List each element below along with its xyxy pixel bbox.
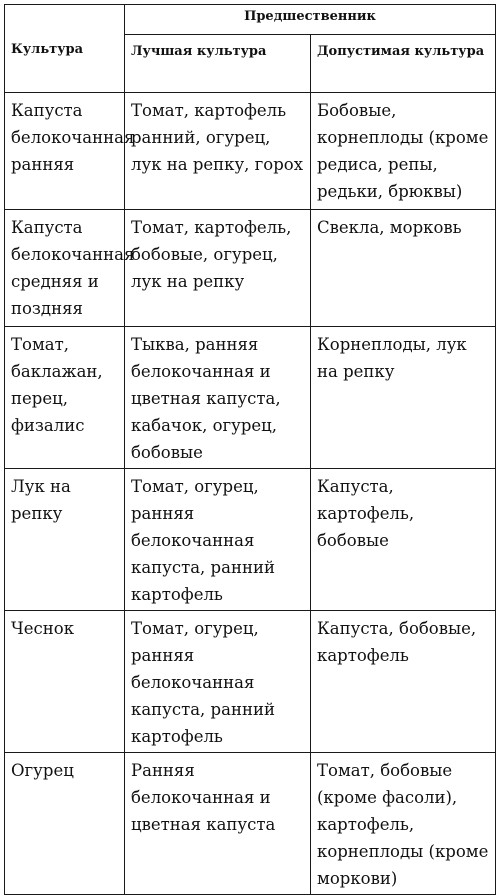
culture-cell: Капуста белокочанная ранняя <box>5 93 125 210</box>
header-best-crop: Лучшая культура <box>125 35 311 93</box>
table-row <box>5 469 496 611</box>
table-row <box>5 93 496 210</box>
culture-cell: Огурец <box>5 753 125 895</box>
culture-cell: Лук на репку <box>5 469 125 611</box>
header-predecessor: Предшественник <box>125 5 496 35</box>
acceptable-crop-cell: Бобовые, корнеплоды (кроме редиса, репы, редьки, брюквы) <box>311 93 496 210</box>
best-crop-cell: Томат, огурец, ранняя белокочанная капуста, ранний картофель <box>125 611 311 753</box>
culture-cell: Капуста белокочанная средняя и поздняя <box>5 210 125 327</box>
acceptable-crop-cell: Корнеплоды, лук на репку <box>311 327 496 469</box>
best-crop-cell: Тыква, ранняя белокочанная и цветная капуста, кабачок, огурец, бобовые <box>125 327 311 469</box>
table-row <box>5 210 496 327</box>
crop-rotation-table <box>4 4 496 895</box>
table-row <box>5 753 496 895</box>
best-crop-cell: Ранняя белокочанная и цветная капуста <box>125 753 311 895</box>
header-culture: Культура <box>5 5 125 93</box>
header-acceptable-crop: Допустимая культура <box>311 35 496 93</box>
acceptable-crop-cell: Свекла, морковь <box>311 210 496 327</box>
table-row <box>5 611 496 753</box>
best-crop-cell: Томат, огурец, ранняя белокочанная капуста, ранний картофель <box>125 469 311 611</box>
best-crop-cell: Томат, картофель, бобовые, огурец, лук на репку <box>125 210 311 327</box>
culture-cell: Чеснок <box>5 611 125 753</box>
culture-cell: Томат, баклажан, перец, физалис <box>5 327 125 469</box>
table-row <box>5 327 496 469</box>
header-row-top <box>5 5 496 35</box>
best-crop-cell: Томат, картофель ранний, огурец, лук на репку, горох <box>125 93 311 210</box>
acceptable-crop-cell: Капуста, картофель, бобовые <box>311 469 496 611</box>
acceptable-crop-cell: Капуста, бобовые, картофель <box>311 611 496 753</box>
acceptable-crop-cell: Томат, бобовые (кроме фасоли), картофель, корнеплоды (кроме моркови) <box>311 753 496 895</box>
